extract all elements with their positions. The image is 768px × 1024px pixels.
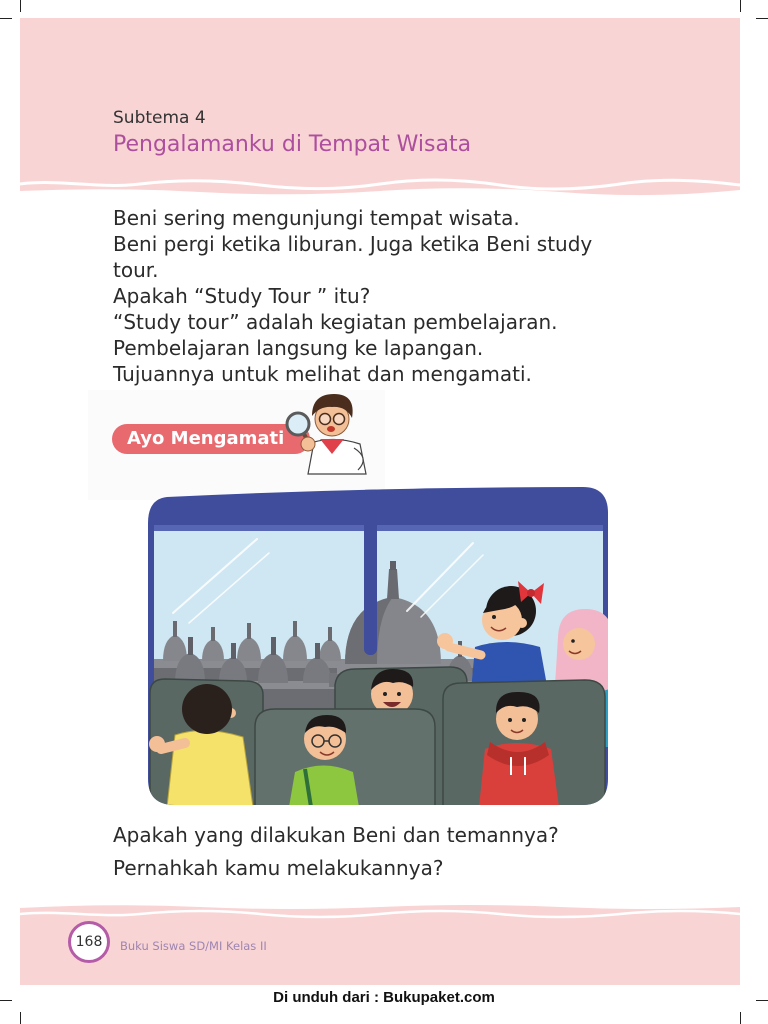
boy-magnifier-icon: [284, 392, 374, 476]
question-text: Pernahkah kamu melakukannya?: [113, 856, 444, 880]
body-line: Beni pergi ketika liburan. Juga ketika Beni study: [113, 232, 593, 256]
stupa-spire: [231, 643, 236, 659]
page-number-badge: [68, 921, 110, 963]
stupa-spire: [188, 637, 193, 655]
window-frame-edge: [154, 525, 603, 531]
body-line: tour.: [113, 258, 159, 282]
boy-peeking-eye: [383, 692, 387, 696]
boy-yellow-hand: [149, 736, 165, 752]
stupa-spire: [271, 637, 276, 655]
boy-peeking: [371, 669, 413, 715]
mascot-glasses: [334, 414, 345, 425]
mascot-hand: [301, 437, 315, 451]
body-line: “Study tour” adalah kegiatan pembelajaran.: [113, 310, 558, 334]
questions: [113, 822, 559, 888]
subtheme-label: Subtema 4: [113, 108, 206, 128]
stupa-spire: [173, 621, 177, 637]
footer-wave: [20, 903, 740, 919]
girl-bow-eye: [492, 615, 496, 619]
boy-hoodie-eye: [508, 718, 512, 722]
page-number: 168: [75, 934, 103, 950]
crop-mark: [740, 0, 741, 12]
stupa-spire: [247, 623, 251, 639]
boy-hoodie-eye: [522, 718, 526, 722]
mascot-mouth: [327, 426, 335, 432]
red-bow-knot: [527, 589, 535, 597]
stupa-spire: [293, 621, 297, 637]
body-line: Beni sering mengunjungi tempat wisata.: [113, 206, 520, 230]
girl-bow-hand: [437, 633, 453, 649]
stupa-spire: [211, 627, 215, 641]
crop-mark: [756, 18, 768, 19]
activity-label: Ayo Mengamati: [127, 428, 285, 449]
stupa-spire: [328, 627, 332, 641]
crop-mark: [0, 18, 12, 19]
question-text: Apakah yang dilakukan Beni dan temannya?: [113, 823, 559, 847]
bus-window-illustration: [145, 487, 610, 807]
boy-yellow-head: [182, 684, 232, 734]
main-stupa-spire: [387, 569, 399, 599]
girl-hijab-eye: [571, 639, 575, 643]
download-note: Di unduh dari : Bukupaket.com: [273, 989, 495, 1006]
stupa-spire: [315, 643, 320, 659]
window-divider: [364, 487, 377, 655]
mascot-glasses: [320, 414, 331, 425]
body-line: Apakah “Study Tour ” itu?: [113, 284, 371, 308]
body-line: Tujuannya untuk melihat dan mengamati.: [113, 362, 532, 386]
book-title: Buku Siswa SD/MI Kelas II: [120, 939, 267, 953]
activity-header: [88, 390, 385, 500]
girl-hijab-face: [563, 628, 595, 660]
activity-pill: [112, 424, 310, 454]
body-paragraph: [113, 205, 592, 387]
page-title: Pengalamanku di Tempat Wisata: [113, 132, 472, 157]
crop-mark: [20, 0, 21, 12]
header-wave: [20, 176, 740, 196]
crop-mark: [20, 1012, 21, 1024]
header-band: [20, 18, 740, 196]
boy-peeking-eye: [397, 692, 401, 696]
main-stupa-top: [390, 561, 396, 570]
body-line: Pembelajaran langsung ke lapangan.: [113, 336, 484, 360]
girl-bow-ear: [517, 618, 527, 628]
magnifier-lens: [287, 413, 309, 435]
boy-glasses-body: [289, 766, 359, 808]
crop-mark: [740, 1012, 741, 1024]
